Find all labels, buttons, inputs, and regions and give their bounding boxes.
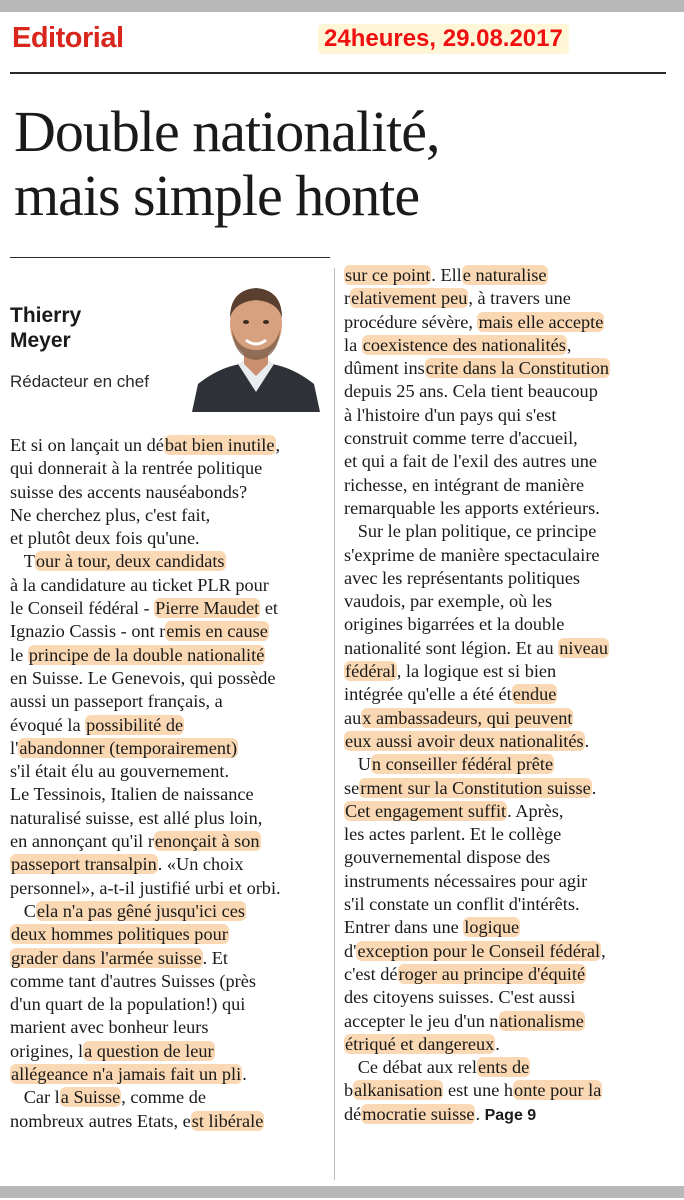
- text-segment: est une h: [443, 1080, 514, 1101]
- text-segment: ,: [566, 334, 572, 355]
- highlighted-text: x ambassadeurs, qui peuvent: [362, 707, 573, 728]
- text-segment: nationalité sont légion. Et au: [344, 637, 559, 658]
- top-border-bar: [0, 0, 684, 12]
- author-name: [10, 303, 180, 353]
- text-segment: et qui a fait de l'exil des autres une: [344, 451, 598, 472]
- text-segment: s'il était élu au gouvernement.: [10, 761, 230, 782]
- text-segment: construit comme terre d'accueil,: [344, 428, 578, 449]
- right-column-line: [344, 1103, 664, 1126]
- left-column-line: [10, 1063, 330, 1086]
- text-segment: Le Tessinois, Italien de naissance: [10, 784, 254, 805]
- text-segment: .: [242, 1064, 247, 1085]
- left-column-line: [10, 807, 330, 830]
- left-column-line: [10, 970, 330, 993]
- right-column-line: [344, 637, 664, 660]
- right-column-line: [344, 590, 664, 613]
- right-column-line: [344, 380, 664, 403]
- right-column-line: [344, 497, 664, 520]
- right-column-line: [344, 287, 664, 310]
- text-segment: ,: [601, 940, 606, 961]
- text-segment: évoqué la: [10, 714, 86, 735]
- right-column-line: [344, 683, 664, 706]
- left-column-line: [10, 923, 330, 946]
- right-column-line: [344, 777, 664, 800]
- text-segment: Et si on lançait un dé: [10, 435, 164, 455]
- highlighted-text: grader dans l'armée suisse: [11, 947, 202, 968]
- text-segment: et plutôt deux fois qu'une.: [10, 528, 200, 549]
- highlighted-text: étriqué et dangereux: [345, 1033, 495, 1054]
- text-segment: à l'histoire d'un pays qui s'est: [344, 404, 557, 425]
- right-column-line: [344, 357, 664, 380]
- highlighted-text: elativement peu: [351, 288, 468, 309]
- text-segment: , comme de: [121, 1087, 206, 1108]
- text-segment: nombreux autres Etats, e: [10, 1110, 191, 1131]
- highlighted-text: mocratie suisse: [362, 1103, 475, 1124]
- left-column-line: [10, 597, 330, 620]
- author-portrait: [188, 272, 324, 412]
- text-segment: se: [344, 777, 360, 798]
- text-segment: qui donnerait à la rentrée politique: [10, 458, 263, 479]
- text-segment: .: [475, 1103, 485, 1124]
- right-column-line: [344, 940, 664, 963]
- right-column-line: [344, 963, 664, 986]
- text-segment: Entrer dans une: [344, 917, 464, 938]
- headline-line-1: Double nationalité,: [14, 99, 440, 164]
- right-column-line: [344, 264, 664, 287]
- highlighted-text: crite dans la Constitution: [425, 358, 610, 379]
- text-segment: instruments nécessaires pour agir: [344, 870, 588, 891]
- text-segment: aussi un passeport français, a: [10, 691, 223, 712]
- highlighted-text: a Suisse: [60, 1087, 121, 1108]
- left-column-line: [10, 620, 330, 643]
- text-segment: origines, l: [10, 1040, 84, 1061]
- text-segment: . «Un choix: [157, 854, 244, 875]
- left-column-line: [10, 714, 330, 737]
- text-segment: s'il constate un conflit d'intérêts.: [344, 894, 580, 915]
- right-column-line: [344, 916, 664, 939]
- headline: [14, 100, 654, 228]
- right-column-line: [344, 450, 664, 473]
- text-segment: Ignazio Cassis - ont r: [10, 621, 166, 642]
- right-column-line: [344, 986, 664, 1009]
- highlighted-text: bat bien inutile: [164, 435, 275, 455]
- left-column-line: [10, 574, 330, 597]
- text-segment: le: [10, 644, 28, 665]
- highlighted-text: e naturalise: [462, 265, 547, 285]
- text-segment: . Après,: [507, 800, 564, 821]
- text-segment: r: [344, 288, 351, 309]
- right-column-line: [344, 567, 664, 590]
- column-divider: [334, 268, 335, 1180]
- highlighted-text: Cet engagement suffit: [345, 800, 507, 821]
- right-column-line: [344, 707, 664, 730]
- highlighted-text: our à tour, deux candidats: [35, 551, 225, 572]
- article-column-left: [10, 434, 330, 1133]
- left-column-line: [10, 853, 330, 876]
- right-column-line: [344, 660, 664, 683]
- text-segment: le Conseil fédéral -: [10, 598, 155, 619]
- author-first-name: Thierry: [10, 304, 82, 327]
- highlighted-text: a question de leur: [84, 1040, 214, 1061]
- right-column-line: [344, 1079, 664, 1102]
- right-column-line: [344, 1033, 664, 1056]
- text-segment: comme tant d'autres Suisses (près: [10, 970, 256, 991]
- dateline: 24heures, 29.08.2017: [318, 24, 569, 54]
- text-segment: en Suisse. Le Genevois, qui possède: [10, 667, 276, 688]
- text-segment: , la logique est si bien: [396, 661, 557, 682]
- right-column-line: [344, 730, 664, 753]
- text-segment: au: [344, 707, 362, 728]
- right-column-line: [344, 334, 664, 357]
- right-column-line: [344, 427, 664, 450]
- left-column-line: [10, 527, 330, 550]
- text-segment: la: [344, 334, 362, 355]
- page-reference: Page 9: [484, 1106, 537, 1124]
- text-segment: marient avec bonheur leurs: [10, 1017, 209, 1038]
- left-column-line: [10, 481, 330, 504]
- text-segment: Sur le plan politique, ce principe: [344, 521, 597, 542]
- text-segment: et: [260, 598, 279, 619]
- highlighted-text: exception pour le Conseil fédéral: [357, 940, 601, 961]
- text-segment: l': [10, 737, 19, 758]
- highlighted-text: principe de la double nationalité: [28, 644, 265, 665]
- text-segment: les actes parlent. Et le collège: [344, 824, 562, 845]
- right-column-line: [344, 544, 664, 567]
- left-column-line: [10, 1110, 330, 1133]
- text-segment: richesse, en intégrant de manière: [344, 474, 585, 495]
- author-last-name: Meyer: [10, 329, 71, 352]
- highlighted-text: niveau: [559, 637, 608, 658]
- right-column-line: [344, 753, 664, 776]
- highlighted-text: passeport transalpin: [11, 854, 157, 875]
- left-column-line: [10, 1016, 330, 1039]
- text-segment: dé: [344, 1103, 362, 1124]
- right-column-line: [344, 870, 664, 893]
- text-segment: en annonçant qu'il r: [10, 831, 154, 852]
- bottom-border-bar: [0, 1186, 684, 1198]
- right-column-line: [344, 520, 664, 543]
- highlighted-text: fédéral: [345, 661, 396, 682]
- text-segment: suisse des accents nauséabonds?: [10, 481, 248, 502]
- left-column-line: [10, 434, 330, 457]
- left-column-line: [10, 1040, 330, 1063]
- highlighted-text: n conseiller fédéral prête: [371, 754, 554, 775]
- highlighted-text: logique: [464, 917, 520, 938]
- highlighted-text: eux aussi avoir deux nationalités: [345, 730, 584, 751]
- byline-rule: [10, 257, 330, 258]
- highlighted-text: sur ce point: [345, 265, 431, 285]
- right-column-line: [344, 1056, 664, 1079]
- text-segment: d': [344, 940, 357, 961]
- highlighted-text: abandonner (temporairement): [19, 737, 238, 758]
- highlighted-text: endue: [512, 684, 557, 705]
- highlighted-text: Pierre Maudet: [155, 598, 260, 619]
- left-column-line: [10, 947, 330, 970]
- right-column-line: [344, 1010, 664, 1033]
- left-column-line: [10, 644, 330, 667]
- headline-line-2: mais simple honte: [14, 163, 420, 228]
- author-role: Rédacteur en chef: [10, 372, 149, 391]
- text-segment: . Ell: [431, 265, 462, 285]
- highlighted-text: deux hommes politiques pour: [11, 924, 228, 945]
- section-label: Editorial: [12, 22, 124, 54]
- text-segment: remarquable les apports extérieurs.: [344, 497, 600, 518]
- text-segment: depuis 25 ans. Cela tient beaucoup: [344, 381, 598, 402]
- text-segment: d'un quart de la population!) qui: [10, 994, 246, 1015]
- left-column-line: [10, 690, 330, 713]
- text-segment: .: [495, 1033, 500, 1054]
- left-column-line: [10, 830, 330, 853]
- text-segment: b: [344, 1080, 354, 1101]
- article-column-right: [344, 264, 664, 1126]
- left-column-line: [10, 504, 330, 527]
- text-segment: Ne cherchez plus, c'est fait,: [10, 504, 211, 525]
- text-segment: des citoyens suisses. C'est aussi: [344, 987, 576, 1008]
- right-column-line: [344, 311, 664, 334]
- text-segment: procédure sévère,: [344, 311, 478, 332]
- text-segment: avec les représentants politiques: [344, 567, 581, 588]
- highlighted-text: alkanisation: [354, 1080, 443, 1101]
- text-segment: s'exprime de manière spectaculaire: [344, 544, 600, 565]
- highlighted-text: st libérale: [191, 1110, 264, 1131]
- text-segment: gouvernemental dispose des: [344, 847, 551, 868]
- header-rule: [10, 72, 666, 74]
- left-column-line: [10, 457, 330, 480]
- text-segment: Ce débat aux rel: [344, 1057, 477, 1078]
- text-segment: naturalisé suisse, est allé plus loin,: [10, 807, 263, 828]
- right-column-line: [344, 800, 664, 823]
- text-segment: intégrée qu'elle a été ét: [344, 684, 512, 705]
- highlighted-text: onte pour la: [514, 1080, 602, 1101]
- right-column-line: [344, 823, 664, 846]
- text-segment: C: [10, 900, 36, 921]
- highlighted-text: roger au principe d'équité: [398, 963, 586, 984]
- highlighted-text: possibilité de: [86, 714, 184, 735]
- text-segment: vaudois, par exemple, où les: [344, 591, 553, 612]
- text-segment: personnel», a-t-il justifié urbi et orbi.: [10, 877, 281, 898]
- highlighted-text: enonçait à son: [154, 831, 260, 852]
- highlighted-text: ationalisme: [499, 1010, 584, 1031]
- text-segment: U: [344, 754, 371, 775]
- text-segment: . Et: [202, 947, 228, 968]
- right-column-line: [344, 474, 664, 497]
- text-segment: accepter le jeu d'un n: [344, 1010, 499, 1031]
- left-column-line: [10, 550, 330, 573]
- text-segment: , à travers une: [468, 288, 571, 309]
- author-portrait-drawing: [188, 272, 324, 412]
- right-column-line: [344, 404, 664, 427]
- text-segment: Car l: [10, 1087, 60, 1108]
- left-column-line: [10, 900, 330, 923]
- left-column-line: [10, 877, 330, 900]
- left-column-line: [10, 667, 330, 690]
- highlighted-text: allégeance n'a jamais fait un pli: [11, 1064, 242, 1085]
- text-segment: ,: [275, 435, 281, 455]
- text-segment: origines bigarrées et la double: [344, 614, 565, 635]
- left-column-line: [10, 737, 330, 760]
- highlighted-text: coexistence des nationalités: [362, 334, 566, 355]
- left-column-line: [10, 993, 330, 1016]
- text-segment: dûment ins: [344, 358, 425, 379]
- left-column-line: [10, 783, 330, 806]
- text-segment: .: [591, 777, 597, 798]
- highlighted-text: mais elle accepte: [478, 311, 604, 332]
- text-segment: c'est dé: [344, 963, 398, 984]
- highlighted-text: ents de: [478, 1057, 530, 1078]
- text-segment: à la candidature au ticket PLR pour: [10, 574, 269, 595]
- highlighted-text: emis en cause: [166, 621, 268, 642]
- text-segment: T: [10, 551, 35, 572]
- right-column-line: [344, 846, 664, 869]
- left-column-line: [10, 760, 330, 783]
- right-column-line: [344, 893, 664, 916]
- right-column-line: [344, 613, 664, 636]
- highlighted-text: rment sur la Constitution suisse: [360, 777, 591, 798]
- text-segment: .: [584, 730, 590, 751]
- highlighted-text: ela n'a pas gêné jusqu'ici ces: [36, 900, 246, 921]
- left-column-line: [10, 1086, 330, 1109]
